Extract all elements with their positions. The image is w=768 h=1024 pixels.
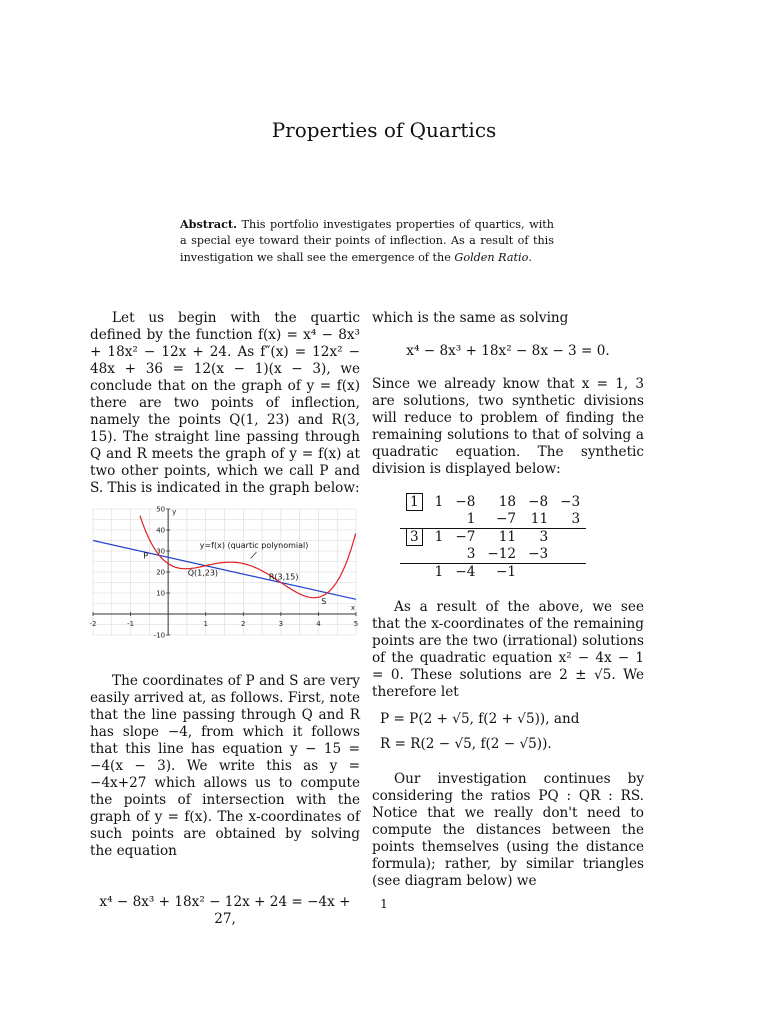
synthetic-division-cell: −8 (455, 494, 476, 510)
synthetic-division-cell: −8 (528, 494, 549, 510)
quartic-graph (90, 505, 360, 645)
synthetic-division-cell: −7 (496, 511, 517, 527)
abstract-text-1: This portfolio investigates properties of quartics, with a special eye toward their points of inflection. As a result of this investigation we shall see the emergence of the (180, 218, 554, 264)
definition-p: P = P(2 + √5, f(2 + √5)), and (380, 711, 580, 727)
graph-axes (90, 506, 358, 640)
right-paragraph-1: which is the same as solving (372, 310, 569, 326)
right-paragraph-4: Our investigation continues by considering the ratios PQ : QR : RS. Notice that we really don't need to compute the distances between the points themselves (using the distance formula); rather, by similar triangles (see diagram below) we (372, 771, 644, 889)
synthetic-division-cell: −3 (528, 546, 549, 562)
synthetic-division-cell (400, 546, 429, 564)
left-paragraph-1: Let us begin with the quartic defined by the function f(x) = x⁴ − 8x³ + 18x² − 12x + 24. As f″(x) = 12x² − 48x + 36 = 12(x − 1)(x − 3), we conclude that on the graph of y = f(x) there are two points of inflection, namely the points Q(1, 23) and R(3, 15). The straight line passing through Q and R meets the graph of y = f(x) at two other points, which we call P and S. This is indicated in the graph below: (90, 310, 360, 496)
synthetic-division-cell: −3 (560, 494, 581, 510)
annotation-label: y=f(x) (quartic polynomial) (199, 540, 309, 550)
synthetic-division-row (400, 494, 586, 511)
synthetic-division-cell: 18 (498, 494, 517, 510)
left-equation: x⁴ − 8x³ + 18x² − 12x + 24 = −4x + 27, (99, 894, 351, 927)
right-column (372, 310, 644, 890)
right-equation-1: x⁴ − 8x³ + 18x² − 8x − 3 = 0. (406, 343, 610, 359)
synthetic-division-cell: 3 (466, 546, 476, 562)
x-tick-label: -2 (90, 620, 97, 628)
y-tick-label: 50 (156, 505, 166, 514)
point-label: P (143, 551, 149, 561)
synthetic-division-cell: 1 (429, 529, 450, 547)
x-tick-label: -1 (127, 620, 135, 628)
point-label: R(3,15) (268, 572, 299, 582)
paper-title: Properties of Quartics (271, 118, 497, 142)
annotation-pointer (251, 552, 257, 558)
graph-labels (143, 541, 326, 606)
synthetic-division-cell (554, 546, 586, 564)
synthetic-division-cell (554, 564, 586, 582)
synthetic-division-cell: 1 (466, 511, 476, 527)
right-paragraph-2: Since we already know that x = 1, 3 are solutions, two synthetic divisions will reduce to problem of finding the remaining solutions to that of solving a quadratic equation. The synthetic division is displayed below: (372, 376, 644, 477)
synthetic-division-cell: 3 (400, 529, 429, 547)
point-label: Q(1,23) (187, 568, 219, 578)
synthetic-division-table (400, 494, 586, 581)
graph-grid (93, 509, 359, 635)
right-paragraph-3: As a result of the above, we see that the x-coordinates of the remaining points are the two (irrational) solutions of the quadratic equation x² − 4x − 1 = 0. These solutions are 2 ± √5. We therefore let (372, 599, 644, 700)
synthetic-division-cell: −12 (487, 546, 517, 562)
point-label: S (321, 596, 327, 606)
synthetic-division-row (400, 511, 586, 529)
left-paragraph-2: The coordinates of P and S are very easily arrived at, as follows. First, note that the line passing through Q and R has slope −4, from which it follows that this line has equation y − 15 = −4(x − 3). We write this as y = −4x+27 which allows us to compute the points of intersection with the graph of y = f(x). The x-coordinates of such points are obtained by solving the equation (90, 673, 360, 859)
y-tick-label: 20 (156, 568, 166, 577)
synthetic-division-cell: 3 (522, 529, 554, 547)
definition-r: R = R(2 − √5, f(2 − √5)). (380, 736, 552, 752)
synthetic-division-cell (522, 564, 554, 582)
synthetic-division-cell (554, 529, 586, 547)
abstract-label: Abstract. (180, 217, 237, 231)
y-tick-label: 10 (156, 589, 166, 598)
page-number: 1 (380, 897, 388, 911)
x-tick-label: 1 (203, 620, 208, 628)
y-tick-label: 40 (156, 526, 166, 535)
synthetic-division-cell (429, 546, 450, 564)
synthetic-division-row (400, 529, 586, 547)
synthetic-division-cell: 11 (481, 529, 522, 547)
synthetic-division-row (400, 546, 586, 564)
synthetic-division-cell: −7 (449, 529, 481, 547)
synthetic-division-cell (400, 511, 429, 529)
synthetic-division-cell: −4 (449, 564, 481, 582)
x-axis-label: x (350, 604, 355, 612)
synthetic-division-cell: 1 (429, 564, 450, 582)
y-tick-label: 30 (156, 547, 166, 556)
synthetic-division-cell (429, 511, 450, 529)
x-tick-label: 2 (241, 620, 246, 628)
abstract-emphasis: Golden Ratio (454, 250, 529, 264)
synthetic-division-row (400, 564, 586, 582)
synthetic-division-cell: 11 (530, 511, 549, 527)
abstract (180, 216, 554, 266)
quartic-series (140, 516, 356, 598)
y-tick-label: -10 (153, 631, 166, 640)
abstract-text-2: . (528, 250, 532, 264)
synthetic-division-cell (400, 564, 429, 582)
y-axis-label: y (172, 508, 177, 516)
x-tick-label: 5 (353, 620, 359, 628)
synthetic-division-cell: 1 (400, 494, 429, 511)
synthetic-division-cell: −1 (481, 564, 522, 582)
synthetic-division-cell: 3 (571, 511, 581, 527)
equation-spacer (90, 860, 360, 894)
synthetic-division-cell: 1 (434, 494, 444, 510)
x-tick-label: 3 (278, 620, 284, 628)
x-tick-label: 4 (316, 620, 321, 628)
